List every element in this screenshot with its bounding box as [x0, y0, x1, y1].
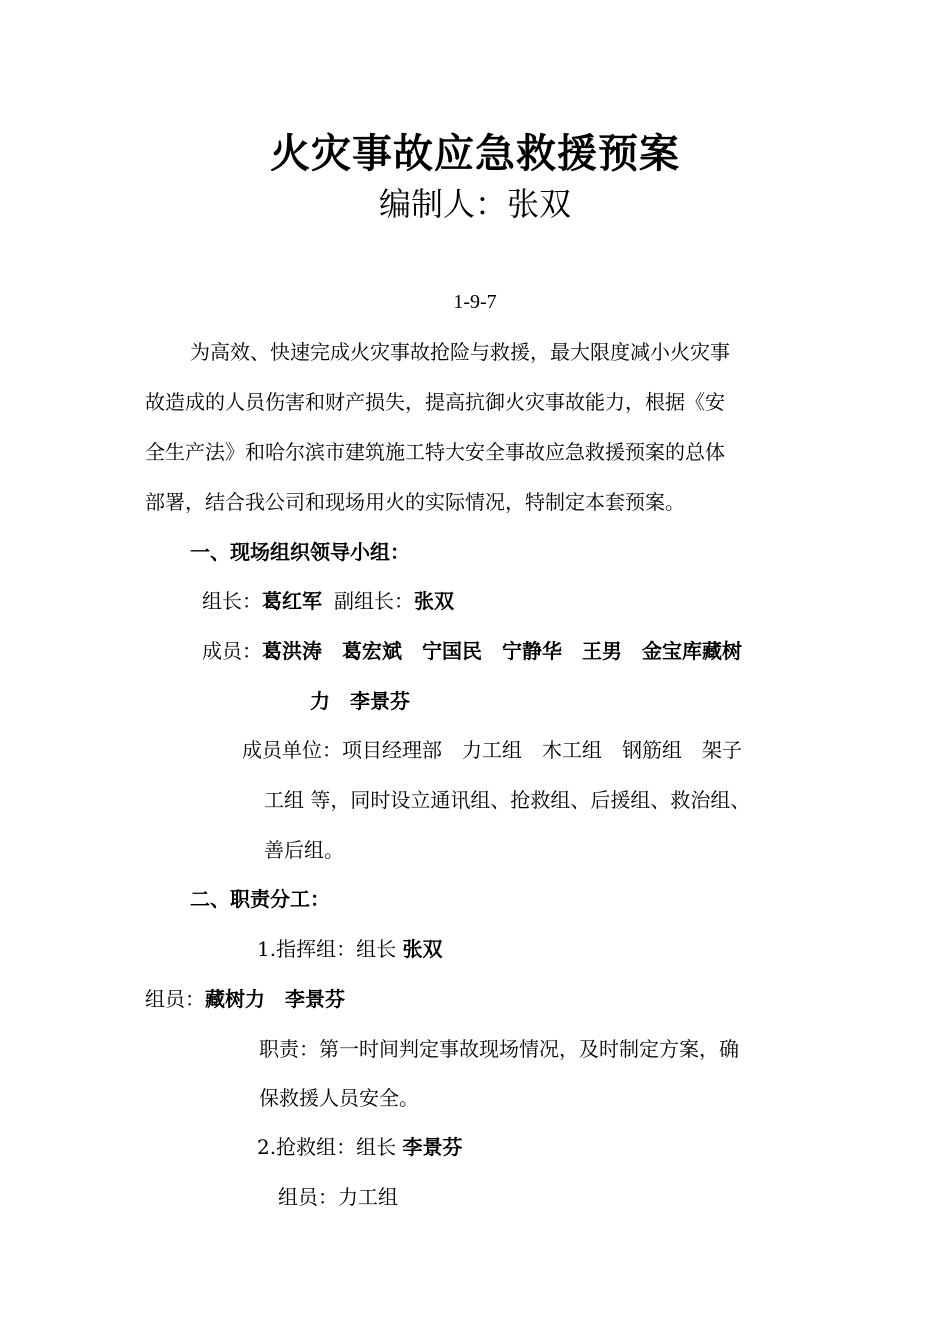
- intro-line-3: 全生产法》和哈尔滨市建筑施工特大安全事故应急救援预案的总体: [145, 440, 725, 464]
- member-name: 力: [310, 689, 330, 713]
- group2-members-label: 组员：: [278, 1185, 338, 1209]
- member-name: 宁静华: [502, 639, 562, 663]
- group1-label: 1.指挥组：组长: [257, 937, 403, 961]
- units-line-1: 成员单位：项目经理部 力工组 木工组 钢筋组 架子: [242, 738, 742, 762]
- deputy-name: 张双: [414, 589, 454, 613]
- member-name: 葛宏斌: [342, 639, 402, 663]
- members-label: 成员：: [202, 639, 262, 663]
- leader-label: 组长：: [202, 589, 262, 613]
- group1-duty-line-2: 保救援人员安全。: [259, 1086, 419, 1110]
- member-name: 宁国民: [422, 639, 482, 663]
- leader-name: 葛红军: [262, 589, 322, 613]
- units-line-3: 善后组。: [264, 838, 344, 862]
- member-name: 金宝库藏树: [642, 639, 742, 663]
- section2-heading: 二、职责分工：: [190, 887, 330, 911]
- members-line: [202, 636, 742, 666]
- group1-duty-line-1: 职责：第一时间判定事故现场情况，及时制定方案，确: [259, 1037, 739, 1061]
- section1-heading: 一、现场组织领导小组：: [190, 540, 410, 564]
- group1-members: 藏树力 李景芬: [205, 987, 345, 1011]
- group2-label: 2.抢救组：组长: [257, 1135, 403, 1159]
- units-line-2: 工组 等，同时设立通讯组、抢救组、后援组、救治组、: [264, 788, 751, 812]
- member-name: 王男: [582, 639, 622, 663]
- member-name: 葛洪涛: [262, 639, 322, 663]
- group2-leader: 李景芬: [402, 1135, 463, 1159]
- document-author: 编制人：张双: [378, 185, 571, 223]
- group1-line: [257, 934, 442, 964]
- members-line-cont: [310, 686, 410, 716]
- document-date: 1-9-7: [453, 291, 497, 313]
- intro-line-2: 故造成的人员伤害和财产损失，提高抗御火灾事故能力，根据《安: [145, 390, 725, 414]
- deputy-label: 副组长：: [334, 589, 414, 613]
- group2-members: 力工组: [338, 1185, 398, 1209]
- leader-line: [202, 586, 454, 616]
- group2-members-line: [278, 1182, 398, 1212]
- group2-line: [257, 1132, 462, 1162]
- document-title: 火灾事故应急救援预案: [270, 130, 680, 177]
- member-name: 李景芬: [350, 689, 410, 713]
- intro-line-4: 部署，结合我公司和现场用火的实际情况，特制定本套预案。: [145, 490, 685, 514]
- group1-leader: 张双: [402, 937, 443, 961]
- group1-members-line: [145, 984, 345, 1014]
- intro-line-1: 为高效、快速完成火灾事故抢险与救援，最大限度减小火灾事: [190, 340, 730, 364]
- group1-members-label: 组员：: [145, 987, 205, 1011]
